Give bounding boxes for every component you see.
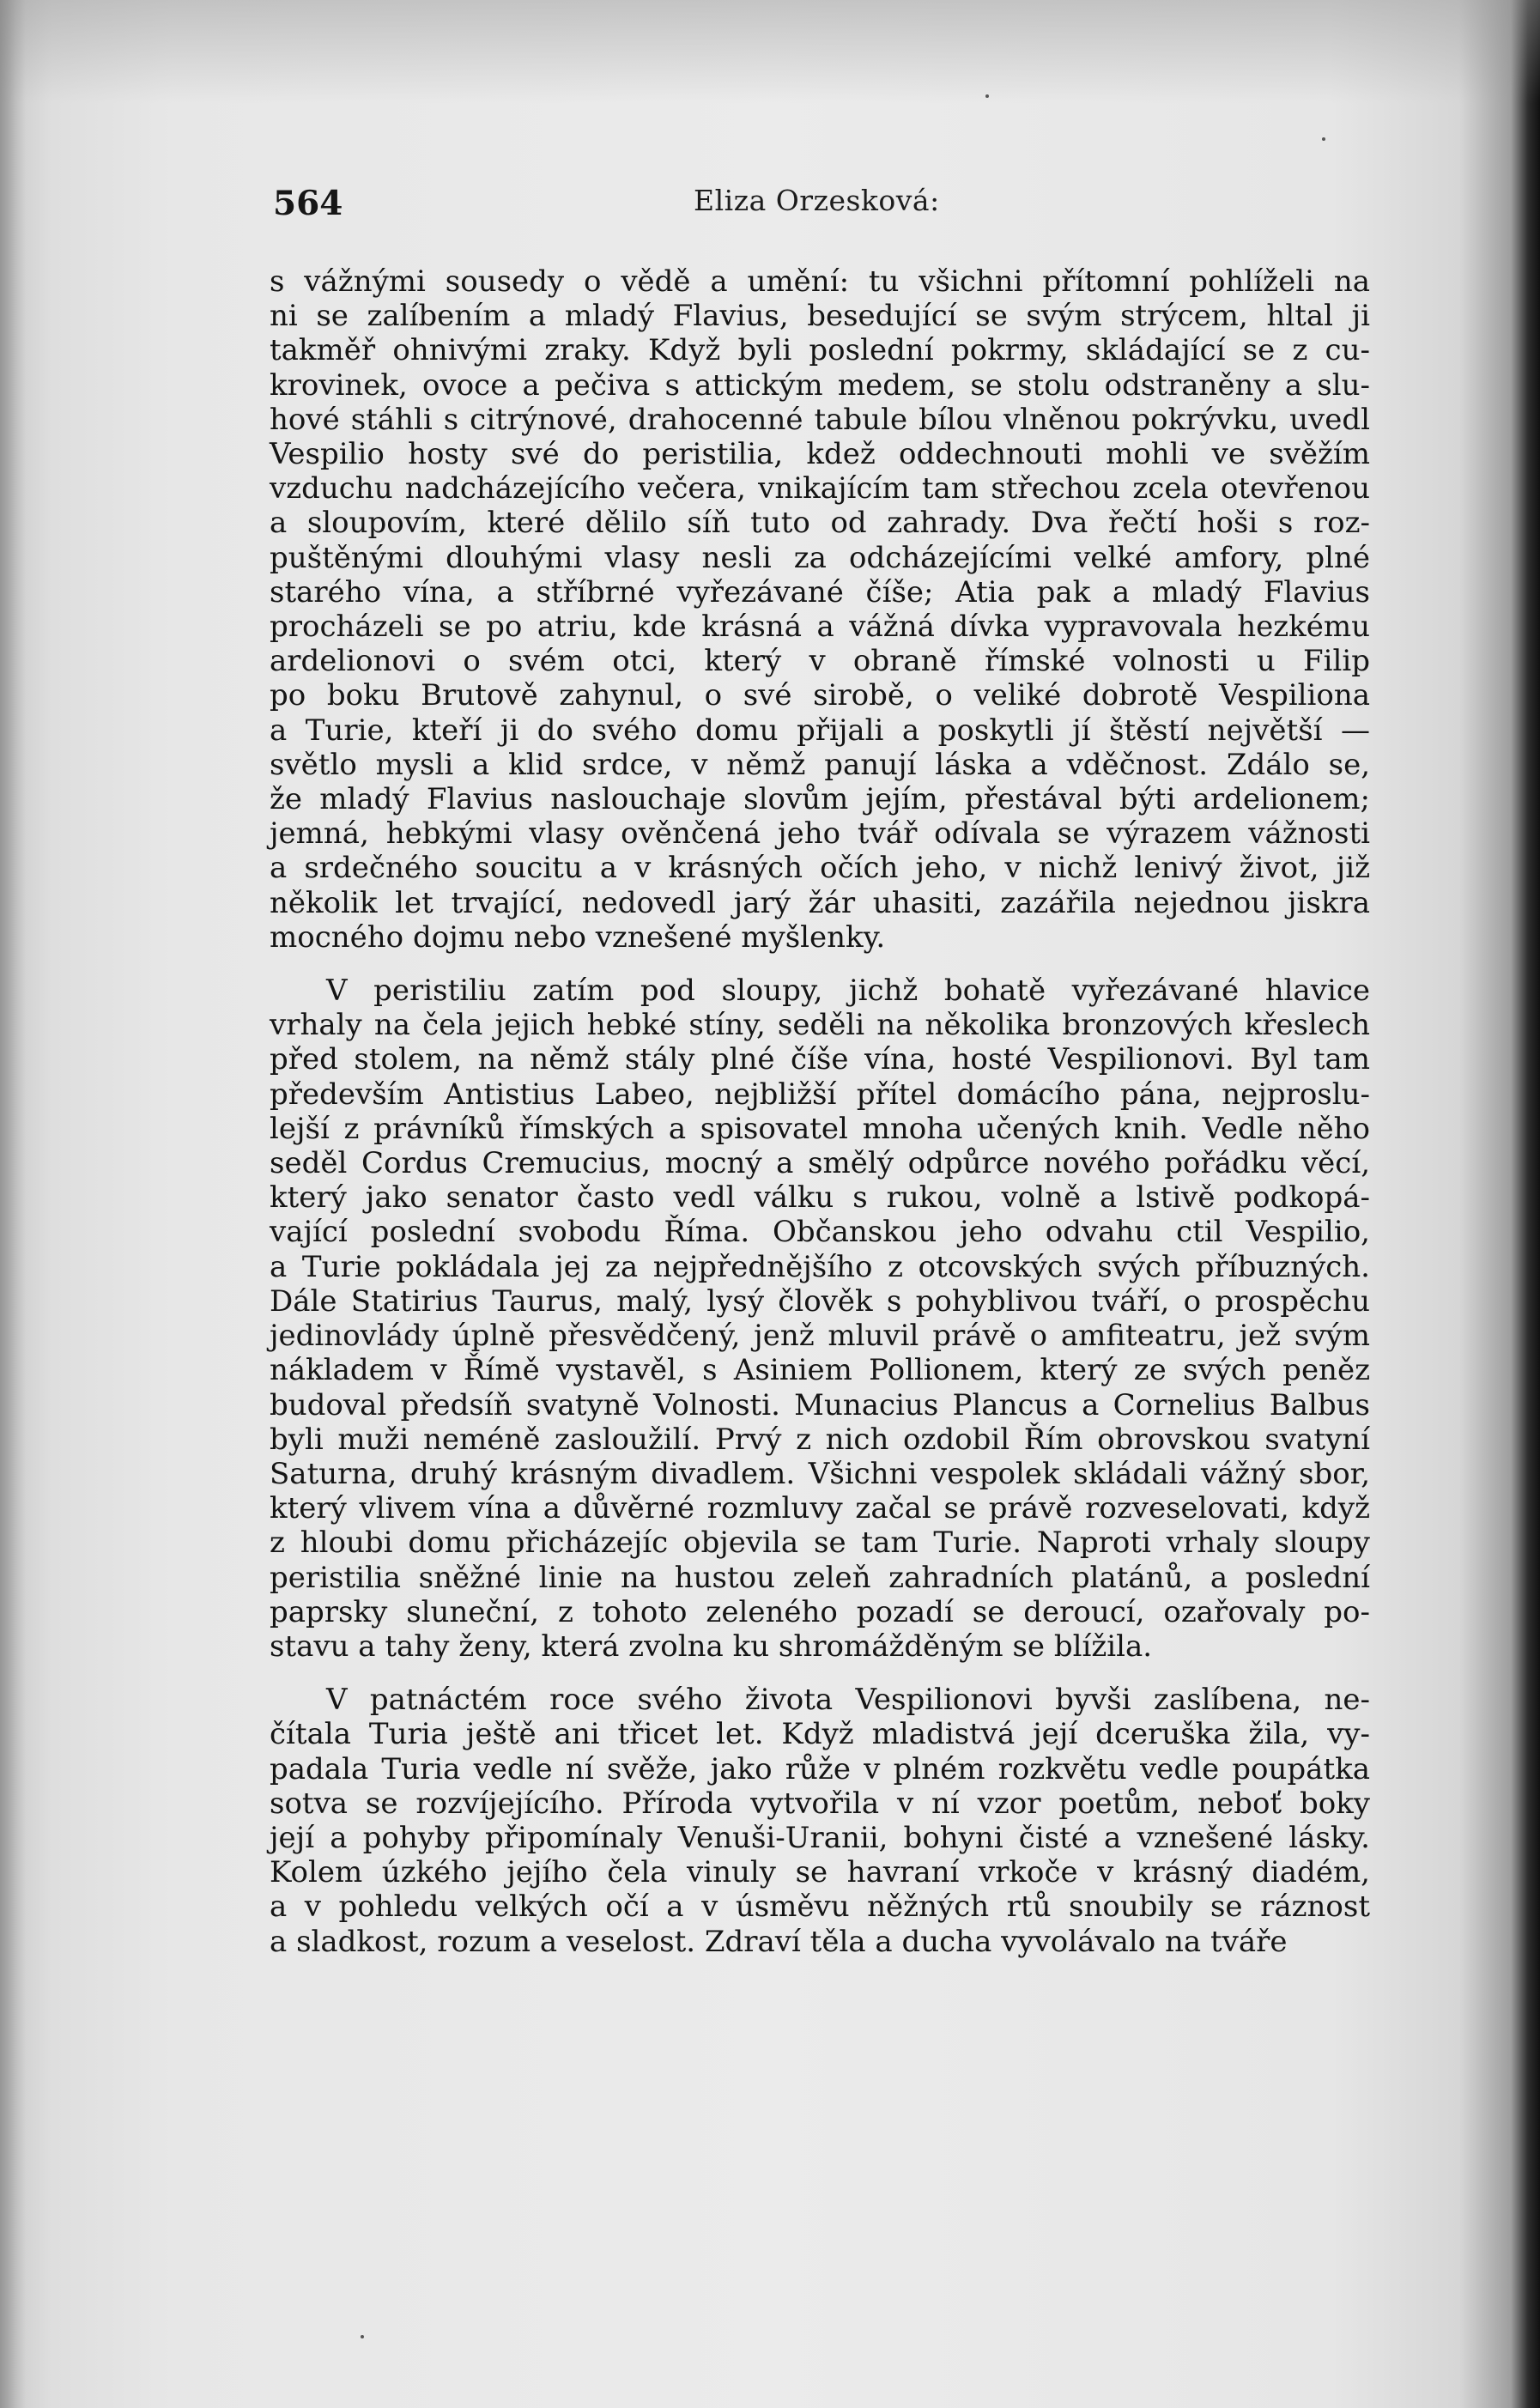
text-line: budoval předsíň svatyně Volnosti. Munacius Plancus a Cornelius Balbus [270,1387,1370,1422]
text-line: ni se zalíbením a mladý Flavius, besedující se svým strýcem, hltal ji [270,299,1370,334]
text-line: hové stáhli s citrýnové, drahocenné tabule bílou vlněnou pokrývku, uvedl [270,402,1370,437]
text-line: ardelionovi o svém otci, který v obraně římské volnosti u Filip [270,644,1370,679]
paragraph [270,974,1370,1664]
paragraph-gap [270,955,1370,974]
text-line: jemná, hebkými vlasy ověnčená jeho tvář odívala se výrazem vážnosti [270,816,1370,852]
text-line: po boku Brutově zahynul, o své sirobě, o veliké dobrotě Vespiliona [270,678,1370,713]
text-line: vrhaly na čela jejich hebké stíny, seděli na několika bronzových křeslech [270,1008,1370,1043]
text-line: Dále Statirius Taurus, malý, lysý člověk s pohyblivou tváří, o prospěchu [270,1283,1370,1319]
text-line: a Turie pokládala jej za nejpřednějšího z otcovských svých příbuzných. [270,1249,1370,1284]
binding-gutter [0,0,26,2408]
text-line: a sloupovím, které dělilo síň tuto od zahrady. Dva řečtí hoši s roz- [270,506,1370,541]
text-line: vající poslední svobodu Říma. Občanskou jeho odvahu ctil Vespilio, [270,1215,1370,1250]
text-line: procházeli se po atriu, kde krásná a vážná dívka vypravovala hezkému [270,610,1370,645]
text-line: V patnáctém roce svého života Vespilionovi byvši zaslíbena, ne- [326,1683,1370,1718]
text-line: sotva se rozvíjejícího. Příroda vytvořila v ní vzor poetům, neboť boky [270,1786,1370,1821]
text-line: a srdečného soucitu a v krásných očích jeho, v nichž lenivý život, již [270,851,1370,886]
text-line: seděl Cordus Cremucius, mocný a smělý odpůrce nového pořádku věcí, [270,1146,1370,1181]
text-line: Kolem úzkého jejího čela vinuly se havraní vrkoče v krásný diadém, [270,1855,1370,1890]
text-line: krovinek, ovoce a pečiva s attickým medem, se stolu odstraněny a slu- [270,367,1370,403]
text-line: starého vína, a stříbrné vyřezávané číše; Atia pak a mladý Flavius [270,574,1370,610]
text-line: mocného dojmu nebo vznešené myšlenky. [270,919,886,955]
paragraph-gap [270,1664,1370,1683]
text-line: světlo mysli a klid srdce, v němž panují láska a vděčnost. Zdálo se, [270,747,1370,782]
text-line: vzduchu nadcházejícího večera, vnikajícím tam střechou zcela otevřenou [270,471,1370,506]
text-line: nákladem v Římě vystavěl, s Asiniem Pollionem, který ze svých peněz [270,1353,1370,1388]
text-line: puštěnými dlouhými vlasy nesli za odcházejícími velké amfory, plné [270,540,1370,575]
text-line: a Turie, kteří ji do svého domu přijali a poskytli jí štěstí největší — [270,713,1370,748]
page-header [273,184,1372,227]
text-line: který vlivem vína a důvěrné rozmluvy začal se právě rozveselovati, když [270,1491,1370,1526]
top-shadow [0,0,1540,103]
text-line: lejší z právníků římských a spisovatel mnoha učených knih. Vedle něho [270,1111,1370,1146]
text-line: stavu a tahy ženy, která zvolna ku shromážděným se blížila. [270,1629,1153,1664]
body-text [270,264,1370,1959]
text-line: před stolem, na němž stály plné číše vína, hosté Vespilionovi. Byl tam [270,1042,1370,1077]
text-line: Saturna, druhý krásným divadlem. Všichni vespolek skládali vážný sbor, [270,1456,1370,1491]
paragraph [270,1683,1370,1959]
text-line: který jako senator často vedl válku s rukou, volně a lstivě podkopá- [270,1180,1370,1216]
text-line: především Antistius Labeo, nejbližší přítel domácího pána, nejproslu- [270,1077,1370,1112]
text-line: paprsky sluneční, z tohoto zeleného pozadí se deroucí, ozařovaly po- [270,1594,1370,1629]
text-line: byli muži neméně zasloužilí. Prvý z nich ozdobil Řím obrovskou svatyní [270,1422,1370,1457]
text-line: s vážnými sousedy o vědě a umění: tu všichni přítomní pohlíželi na [270,264,1370,299]
text-line: V peristiliu zatím pod sloupy, jichž bohatě vyřezávané hlavice [326,974,1370,1009]
speck [1322,137,1325,141]
text-line: několik let trvající, nedovedl jarý žár uhasiti, zazářila nejednou jiskra [270,885,1370,920]
text-line: jedinovlády úplně přesvědčený, jenž mluvil právě o amfiteatru, jež svým [270,1319,1370,1354]
text-line: z hloubi domu přicházejíc objevila se tam Turie. Naproti vrhaly sloupy [270,1525,1370,1561]
text-line: padala Turia vedle ní svěže, jako růže v plném rozkvětu vedle poupátka [270,1751,1370,1786]
text-line: Vespilio hosty své do peristilia, kdež oddechnouti mohli ve svěžím [270,437,1370,472]
text-line: takměř ohnivými zraky. Když byli poslední pokrmy, skládající se z cu- [270,333,1370,368]
speck [361,2335,364,2338]
text-line: a sladkost, rozum a veselost. Zdraví těla a ducha vyvolávalo na tváře [270,1924,1288,1959]
text-line: že mladý Flavius naslouchaje slovům jejím, přestával býti ardelionem; [270,782,1370,817]
text-line: její a pohyby připomínaly Venuši-Uranii, bohyni čisté a vznešené lásky. [270,1820,1370,1855]
paragraph [270,264,1370,955]
running-head: Eliza Orzesková: [694,184,940,217]
text-line: a v pohledu velkých očí a v úsměvu něžných rtů snoubily se ráznost [270,1889,1370,1925]
speck [985,94,989,98]
page-number: 564 [273,184,343,223]
text-line: peristilia sněžné linie na hustou zeleň zahradních platánů, a poslední [270,1560,1370,1595]
text-line: čítala Turia ještě ani třicet let. Když mladistvá její dceruška žila, vy- [270,1717,1370,1752]
